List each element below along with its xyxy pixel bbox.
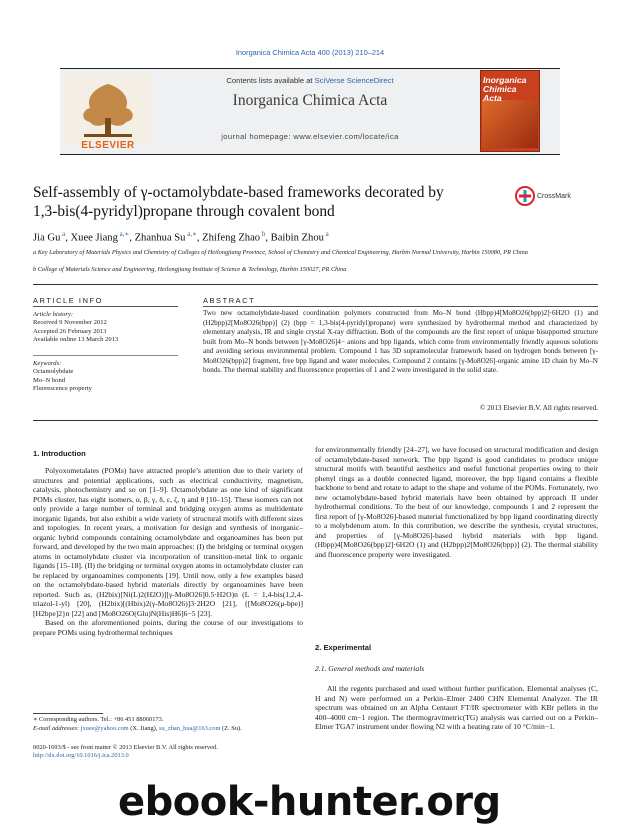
article-info-heading: ARTICLE INFO	[33, 296, 103, 305]
publisher-logo-text: ELSEVIER	[81, 140, 135, 151]
author-affiliation-mark[interactable]: a,∗	[185, 230, 197, 238]
subsection-heading-general: 2.1. General methods and materials	[315, 664, 425, 673]
section-heading-experimental: 2. Experimental	[315, 643, 372, 652]
info-divider	[33, 355, 178, 356]
intro-paragraph-1: Polyoxometalates (POMs) have attracted people’s attention due to their variety of structures and potential applications, such as electrical conductivity, magnetism, catalysis, photochemistry and so on [1–9]. Octamolybdate as one kind of significant POMs cluster, has eight isomers, α, β, γ, δ, ε, ζ, η and θ [10–15]. These isomers can not only provide a large number of terminal and bridging oxygen atoms as multidentate inorganic ligands, but also exhibit a wide variety of structural motifs with different sizes and topologies. In recent years, a motivation for design and synthesis of inorganic–organic hybrid compounds containing octamolybdate and organoamines has been put forward, and developed by the two main approaches: (I) the bridging or terminal oxygen atoms in octamolybdate cluster via incorporation of transition-metal link to organic ligands [15–18]. (II) the bridging or terminal oxygen atoms in octamolybdate cluster can be replaced by organoamines components [19]. Until now, only a few examples based on the octamolybdate-based hybrid materials directly by organoamines have been reported. Such as, (H2bix)[Ni(L)2(H2O)][γ-Mo8O26]0.5·H2O)n (L = 1,4-bis(1,2,4-triazol-1-yl) [20], (H2bix)[(Hbix)2(γ-Mo8O26)]3·2H2O [21], {[Mo8O26(μ-bpe)][H2bpe]2}n [22] and [Mo8O26O(Glu)N(His)H6]6−5 [23].	[33, 466, 303, 618]
keyword: Octamolybdate	[33, 368, 74, 376]
contents-availability	[160, 76, 460, 85]
abstract-copyright: © 2013 Elsevier B.V. All rights reserved.	[479, 404, 598, 412]
keywords-label: Keywords:	[33, 360, 62, 367]
author-name[interactable]: Jia Gu	[33, 232, 61, 244]
author-name[interactable]: , Zhanhua Su	[129, 232, 186, 244]
methods-text: All the regents purchased and used without further purification. Elemental analyses (C, H and N) were performed on a Perkin–Elmer 2400 CHN Elemental Analyzer. The IR spectrum was obtained on an Alpha Centaurt FT/IR spectrometer with KBr pellets in the 400–4000 cm−1 region. The thermogravimetric(TG) analysis was carried out on a Perkin–Elmer TGA7 instrument under flowing N2 with a heating rate of 10 °C/min−1.	[315, 684, 598, 731]
footnote-corresponding: ∗ Corresponding authors. Tel.: +86 451 88060173.	[33, 716, 164, 723]
author-affiliation-mark[interactable]: a,∗	[117, 230, 130, 238]
author-list	[33, 230, 573, 244]
journal-citation[interactable]: Inorganica Chimica Acta 400 (2013) 210–214	[235, 48, 385, 57]
intro-paragraph-2: Based on the aforementioned points, during the course of our investigations to prepare POMs using hydrothermal techniques	[33, 618, 303, 637]
email-owner: (X. Jiang),	[128, 725, 159, 732]
online-date: Available online 13 March 2013	[33, 336, 119, 344]
author-name[interactable]: , Zhifeng Zhao	[196, 232, 261, 244]
right-column	[315, 445, 598, 559]
issn-line: 0020-1693/$ - see front matter © 2013 Elsevier B.V. All rights reserved.	[33, 744, 218, 751]
keywords	[33, 360, 173, 394]
footnote-emails	[33, 725, 303, 733]
author-affiliation-mark[interactable]: a	[323, 230, 329, 238]
footnote-rule	[33, 713, 103, 714]
author-name[interactable]: , Baibin Zhou	[265, 232, 324, 244]
cover-artwork	[482, 100, 538, 148]
divider	[33, 284, 598, 285]
affiliation-a: a Key Laboratory of Materials Physics and Chemistry of Colleges of Heilongjiang Province, School of Chemistry and Chemical Engineering, Harbin Normal University, Harbin 150080, PR China	[33, 249, 528, 256]
left-column	[33, 466, 303, 637]
doi-link[interactable]	[33, 752, 333, 760]
crossmark-icon[interactable]	[515, 186, 535, 206]
doi-url[interactable]: http://dx.doi.org/10.1016/j.ica.2013.0	[33, 752, 129, 759]
email-link[interactable]: jxuee@yahoo.com	[80, 725, 129, 732]
article-title: Self-assembly of γ-octamolybdate-based frameworks decorated by 1,3-bis(4-pyridyl)propane through covalent bond	[33, 184, 444, 220]
divider	[33, 420, 598, 421]
author-affiliation-mark[interactable]: b	[260, 230, 266, 238]
watermark-text: ebook-hunter.org	[118, 779, 501, 825]
affiliation-b: b College of Materials Science and Engineering, Heilongjiang Institute of Science & Technology, Harbin 150027, PR China	[33, 266, 347, 273]
received-date: Received 9 November 2012	[33, 319, 107, 327]
elsevier-tree-logo	[64, 74, 152, 144]
email-label: E-mail addresses:	[33, 725, 81, 732]
author-name[interactable]: , Xuee Jiang	[65, 232, 118, 244]
info-rule	[33, 306, 178, 307]
email-owner: (Z. Su).	[220, 725, 242, 732]
author-affiliation-mark[interactable]: a	[60, 230, 66, 238]
abstract-text: Two new octamolybdate-based coordination polymers constructed from Mo–N bond (Hbpp)4[Mo8O26(bpp)2]·6H2O (1) and (H2bpp)2[Mo8O26(bpp)] (2) (bpp = 1,3-bis(4-pyridyl)propane) were synthesized by hydrothermal method and characterized by elementary analysis, IR and single crystal X-ray diffraction. Both of the compounds are the first report of unique bisupported structure built from Mo–N bonds between [γ-Mo8O26]4− anions and bpp ligands, which come from environmentally friendly aqueous solutions and avoiding serious environmental problem. Compound 1 has 3D supramolecular framework based on hydrogen bonds between [γ-Mo8O26(bpp)2] fragment, free bpp ligand and water molecules. Compound 2 contains [γ-Mo8O26]-organic amine 1D chain by Mo–N bonds. The thermal stability and fluorescence properties of 1 and 2 were investigated in the solid state.	[203, 309, 598, 375]
journal-title: Inorganica Chimica Acta	[232, 92, 388, 109]
sciencedirect-link[interactable]: SciVerse ScienceDirect	[314, 76, 394, 85]
abstract-rule	[203, 306, 598, 307]
crossmark-label[interactable]: CrossMark	[537, 193, 571, 200]
contents-prefix: Contents lists available at	[226, 76, 315, 85]
section-heading-introduction: 1. Introduction	[33, 449, 86, 458]
journal-homepage[interactable]: journal homepage: www.elsevier.com/locate/ica	[221, 132, 399, 141]
cover-title: Inorganica Chimica Acta	[483, 75, 527, 103]
history-label: Article history:	[33, 311, 74, 318]
intro-paragraph-3: for environmentally friendly [24–27], we have focused on structural modification and design of octamolybdate-based network. The bpp ligand is good candidates to produce unique structural motifs with beautiful aesthetics and useful functional properties owing to their phenyl rings as a double connected ligand, moreover, the bpp ligand contains a flexible backbone to bend and rotate to adapt to the shape and volume of the POMs. Fortunately, two new octamolybdate-based hybrid materials have been obtained by approach II under hydrothermal conditions. To the best of our knowledge, compounds 1 and 2 represent the first report of [γ-Mo8O26]-based material functionalized by bpp ligand coordinating directly to a molybdenum atom. In this contribution, we describe the synthesis, crystal structures, and properties of [γ-Mo8O26]-based hybrid materials with bpp ligand. (Hbpp)4[Mo8O26(bpp)2]·6H2O (1) and (H2bpp)2[Mo8O26(bpp)] (2). The thermal stability and fluorescence property were investigated.	[315, 445, 598, 559]
accepted-date: Accepted 26 February 2013	[33, 327, 107, 335]
keyword: Fluorescence property	[33, 385, 92, 393]
methods-paragraph	[315, 684, 598, 732]
header-bottom-rule	[60, 154, 560, 155]
keyword: Mo–N bond	[33, 376, 66, 384]
abstract-heading: ABSTRACT	[203, 296, 256, 305]
article-history	[33, 311, 173, 345]
email-link[interactable]: su_zhan_hua@163.com	[159, 725, 221, 732]
header-top-rule	[60, 68, 560, 69]
